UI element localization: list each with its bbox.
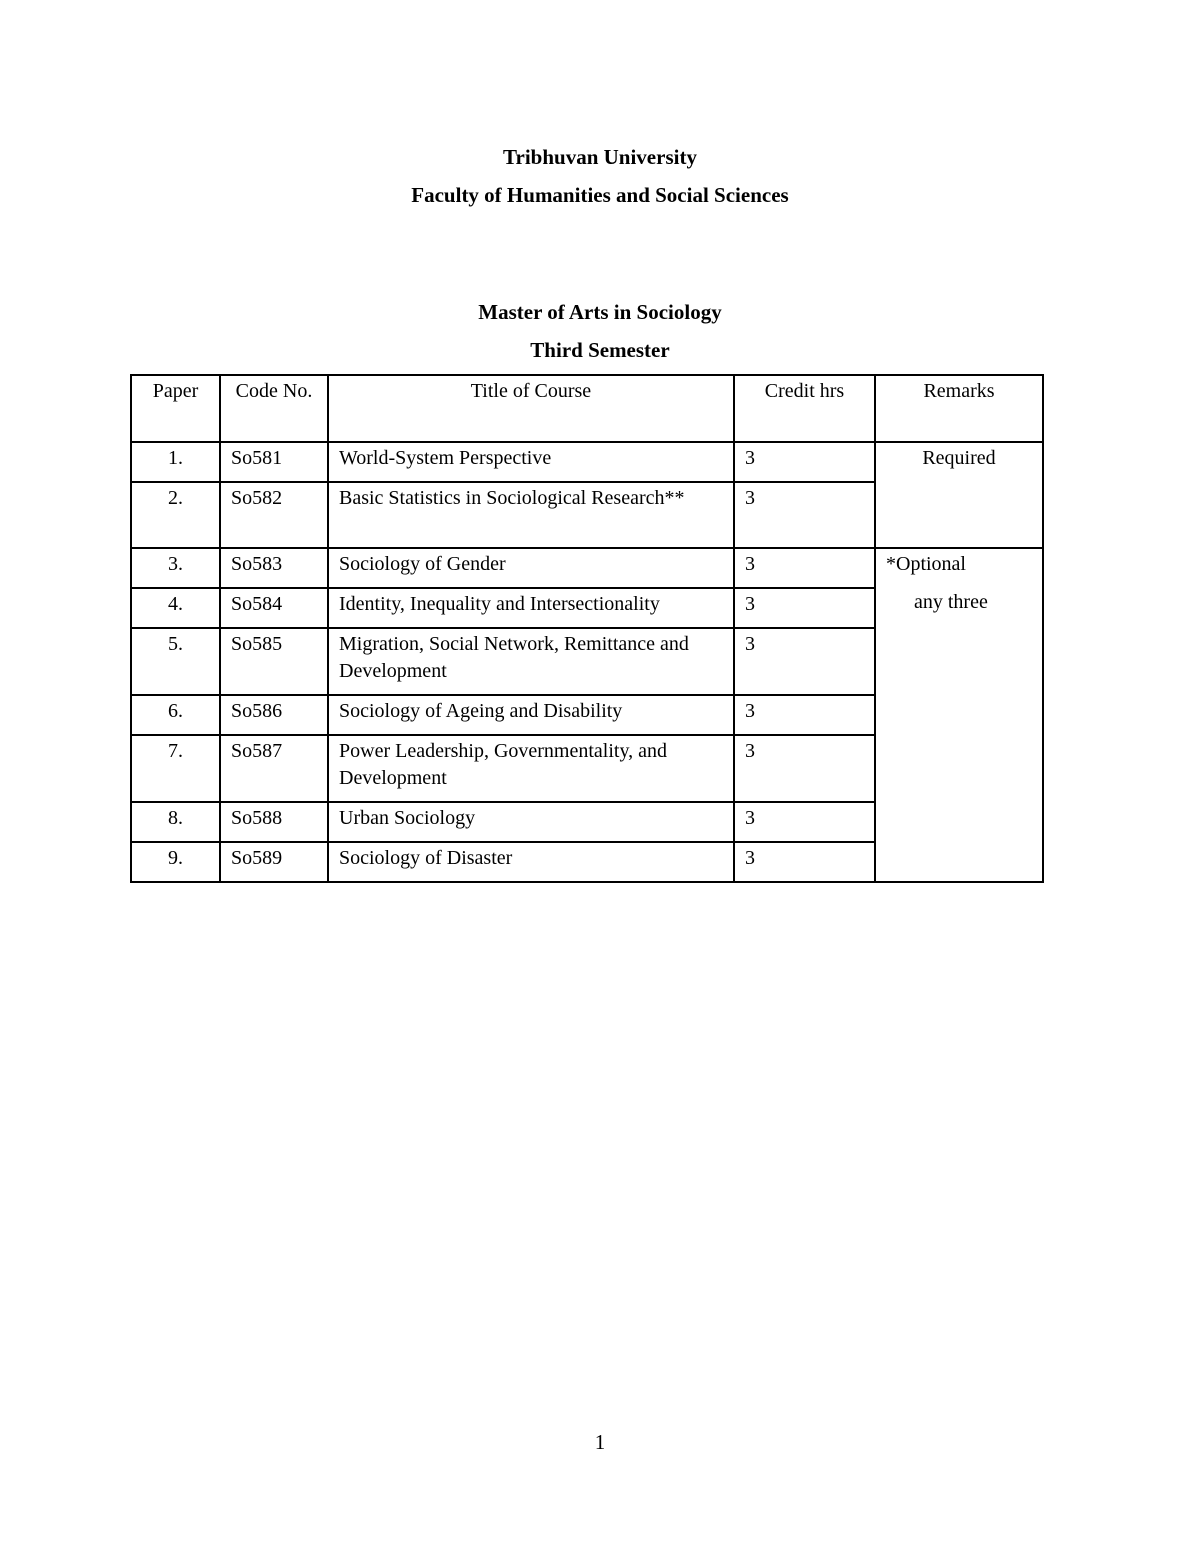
course-title: Sociology of Disaster xyxy=(328,842,734,882)
column-header-paper: Paper xyxy=(131,375,220,442)
university-name: Tribhuvan University xyxy=(503,145,697,169)
course-code: So589 xyxy=(220,842,328,882)
course-title: World-System Perspective xyxy=(328,442,734,482)
column-header-remarks: Remarks xyxy=(875,375,1043,442)
course-title: Sociology of Gender xyxy=(328,548,734,588)
paper-number: 6. xyxy=(131,695,220,735)
credit-hours: 3 xyxy=(734,628,875,695)
course-code: So586 xyxy=(220,695,328,735)
paper-number: 1. xyxy=(131,442,220,482)
course-code: So588 xyxy=(220,802,328,842)
column-header-credit: Credit hrs xyxy=(734,375,875,442)
column-header-title: Title of Course xyxy=(328,375,734,442)
course-title: Migration, Social Network, Remittance and Development xyxy=(328,628,734,695)
course-code: So584 xyxy=(220,588,328,628)
paper-number: 4. xyxy=(131,588,220,628)
paper-number: 8. xyxy=(131,802,220,842)
course-code: So585 xyxy=(220,628,328,695)
credit-hours: 3 xyxy=(734,482,875,548)
paper-number: 7. xyxy=(131,735,220,802)
table-header-row xyxy=(131,375,1043,442)
credit-hours: 3 xyxy=(734,442,875,482)
credit-hours: 3 xyxy=(734,802,875,842)
page-number: 1 xyxy=(594,1430,606,1454)
course-title: Identity, Inequality and Intersectionality xyxy=(328,588,734,628)
program-title: Master of Arts in Sociology xyxy=(478,300,722,324)
paper-number: 3. xyxy=(131,548,220,588)
semester-title: Third Semester xyxy=(530,338,670,362)
course-title: Sociology of Ageing and Disability xyxy=(328,695,734,735)
course-title: Urban Sociology xyxy=(328,802,734,842)
paper-number: 5. xyxy=(131,628,220,695)
credit-hours: 3 xyxy=(734,588,875,628)
course-table xyxy=(130,374,1044,883)
column-header-code: Code No. xyxy=(220,375,328,442)
table-row xyxy=(131,548,1043,588)
credit-hours: 3 xyxy=(734,735,875,802)
paper-number: 2. xyxy=(131,482,220,548)
paper-number: 9. xyxy=(131,842,220,882)
course-title: Power Leadership, Governmentality, and Development xyxy=(328,735,734,802)
optional-label: *Optional xyxy=(886,553,966,575)
remarks-optional xyxy=(875,548,1043,882)
course-code: So582 xyxy=(220,482,328,548)
credit-hours: 3 xyxy=(734,695,875,735)
remarks-required: Required xyxy=(875,442,1043,548)
course-code: So587 xyxy=(220,735,328,802)
optional-count-label: any three xyxy=(914,591,988,613)
credit-hours: 3 xyxy=(734,842,875,882)
course-code: So581 xyxy=(220,442,328,482)
credit-hours: 3 xyxy=(734,548,875,588)
course-title: Basic Statistics in Sociological Research** xyxy=(328,482,734,548)
course-code: So583 xyxy=(220,548,328,588)
faculty-name: Faculty of Humanities and Social Sciences xyxy=(411,183,789,207)
table-row xyxy=(131,442,1043,482)
